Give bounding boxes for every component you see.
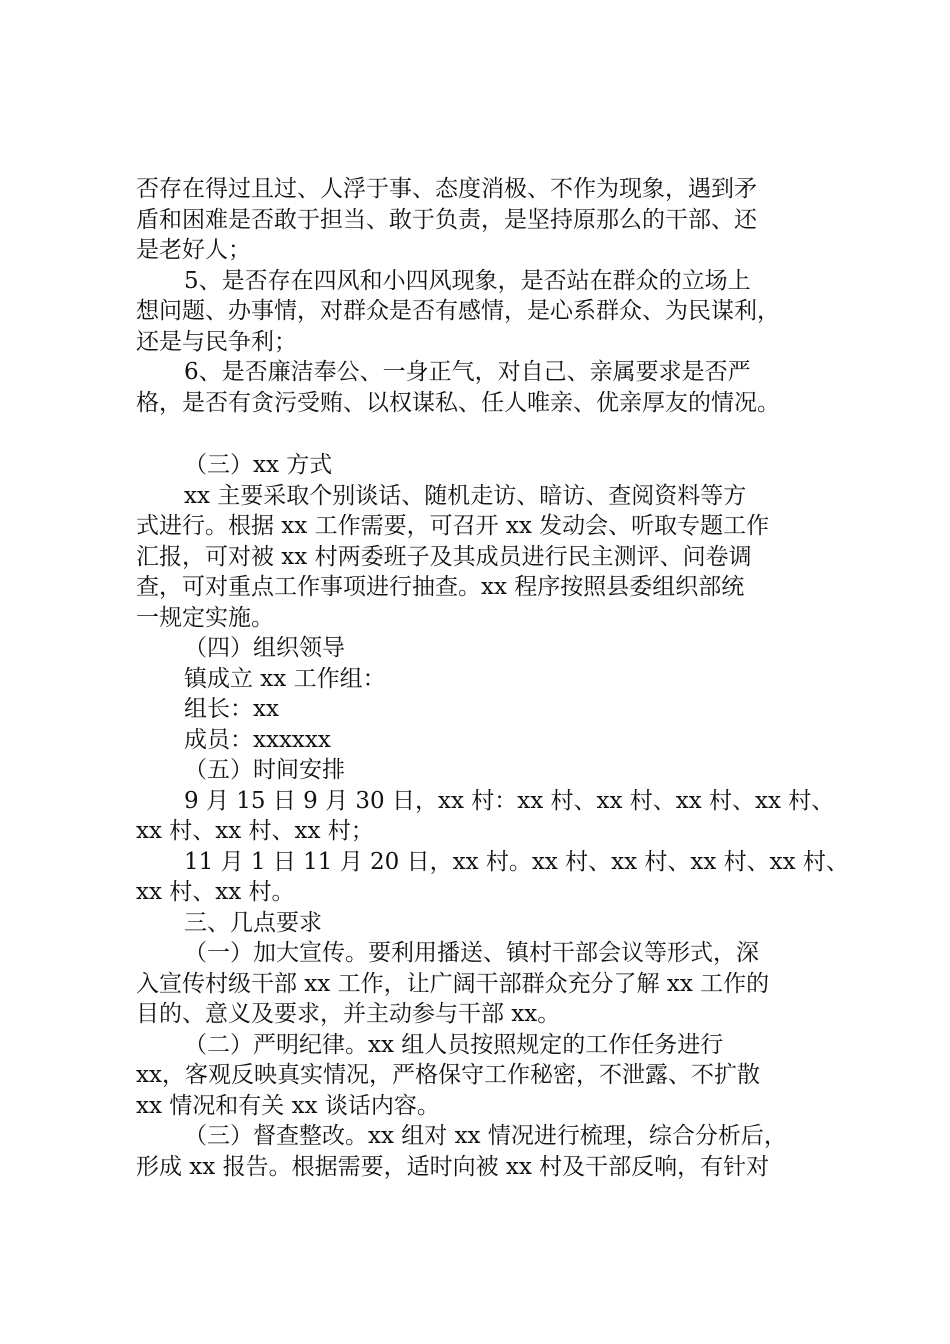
item-5-line: 5、是否存在四风和小四风现象，是否站在群众的立场上 — [184, 267, 751, 294]
text-line: （一）加大宣传。要利用播送、镇村干部会议等形式，深 — [184, 940, 759, 966]
text-line: 目的、意义及要求，并主动参与干部 xx。 — [136, 1001, 561, 1027]
text-line: 成员：xxxxxx — [184, 726, 331, 753]
text-line: 镇成立 xx 工作组： — [184, 665, 386, 692]
text-line: 盾和困难是否敢于担当、敢于负责，是坚持原那么的干部、还 — [136, 206, 757, 233]
paragraph-gap — [136, 418, 836, 450]
text-line: 否存在得过且过、人浮于事、态度消极、不作为现象，遇到矛 — [136, 176, 757, 202]
text-line: xx 情况和有关 xx 谈话内容。 — [136, 1092, 440, 1119]
text-line: 9 月 15 日 9 月 30 日，xx 村：xx 村、xx 村、xx 村、xx 村、 — [184, 787, 835, 814]
text-line: 查，可对重点工作事项进行抽查。xx 程序按照县委组织部统 — [136, 574, 745, 600]
text-line: 一规定实施。 — [136, 604, 274, 631]
text-line: 组长：xx — [184, 696, 279, 722]
section-heading-method: （三）xx 方式 — [184, 452, 333, 478]
text-line: xx，客观反映真实情况，严格保守工作秘密，不泄露、不扩散 — [136, 1062, 760, 1088]
text-line: 形成 xx 报告。根据需要，适时向被 xx 村及干部反响，有针对 — [136, 1153, 770, 1180]
section-heading-requirements: 三、几点要求 — [184, 909, 322, 936]
item-6-line: 6、是否廉洁奉公、一身正气，对自己、亲属要求是否严 — [184, 359, 751, 385]
text-line: 想问题、办事情，对群众是否有感情，是心系群众、为民谋利， — [136, 298, 780, 324]
document-body — [136, 174, 849, 1182]
text-line: 格，是否有贪污受贿、以权谋私、任人唯亲、优亲厚友的情况。 — [136, 389, 780, 416]
text-line: （二）严明纪律。xx 组人员按照规定的工作任务进行 — [184, 1031, 724, 1058]
text-line: 还是与民争利； — [136, 328, 297, 355]
text-line: 汇报，可对被 xx 村两委班子及其成员进行民主测评、问卷调 — [136, 543, 752, 570]
text-line: 式进行。根据 xx 工作需要，可召开 xx 发动会、听取专题工作 — [136, 513, 770, 539]
text-line: （三）督查整改。xx 组对 xx 情况进行梳理，综合分析后， — [184, 1123, 787, 1149]
text-line: xx 主要采取个别谈话、随机走访、暗访、查阅资料等方 — [184, 482, 747, 509]
text-line: 是老好人； — [136, 237, 251, 263]
text-line: 11 月 1 日 11 月 20 日，xx 村。xx 村、xx 村、xx 村、xx 村、 — [184, 848, 849, 875]
text-line: xx 村、xx 村、xx 村； — [136, 818, 374, 844]
section-heading-schedule: （五）时间安排 — [184, 757, 345, 783]
text-line: 入宣传村级干部 xx 工作，让广阔干部群众充分了解 xx 工作的 — [136, 970, 770, 997]
text-line: xx 村、xx 村。 — [136, 879, 295, 905]
section-heading-leadership: （四）组织领导 — [184, 635, 345, 661]
